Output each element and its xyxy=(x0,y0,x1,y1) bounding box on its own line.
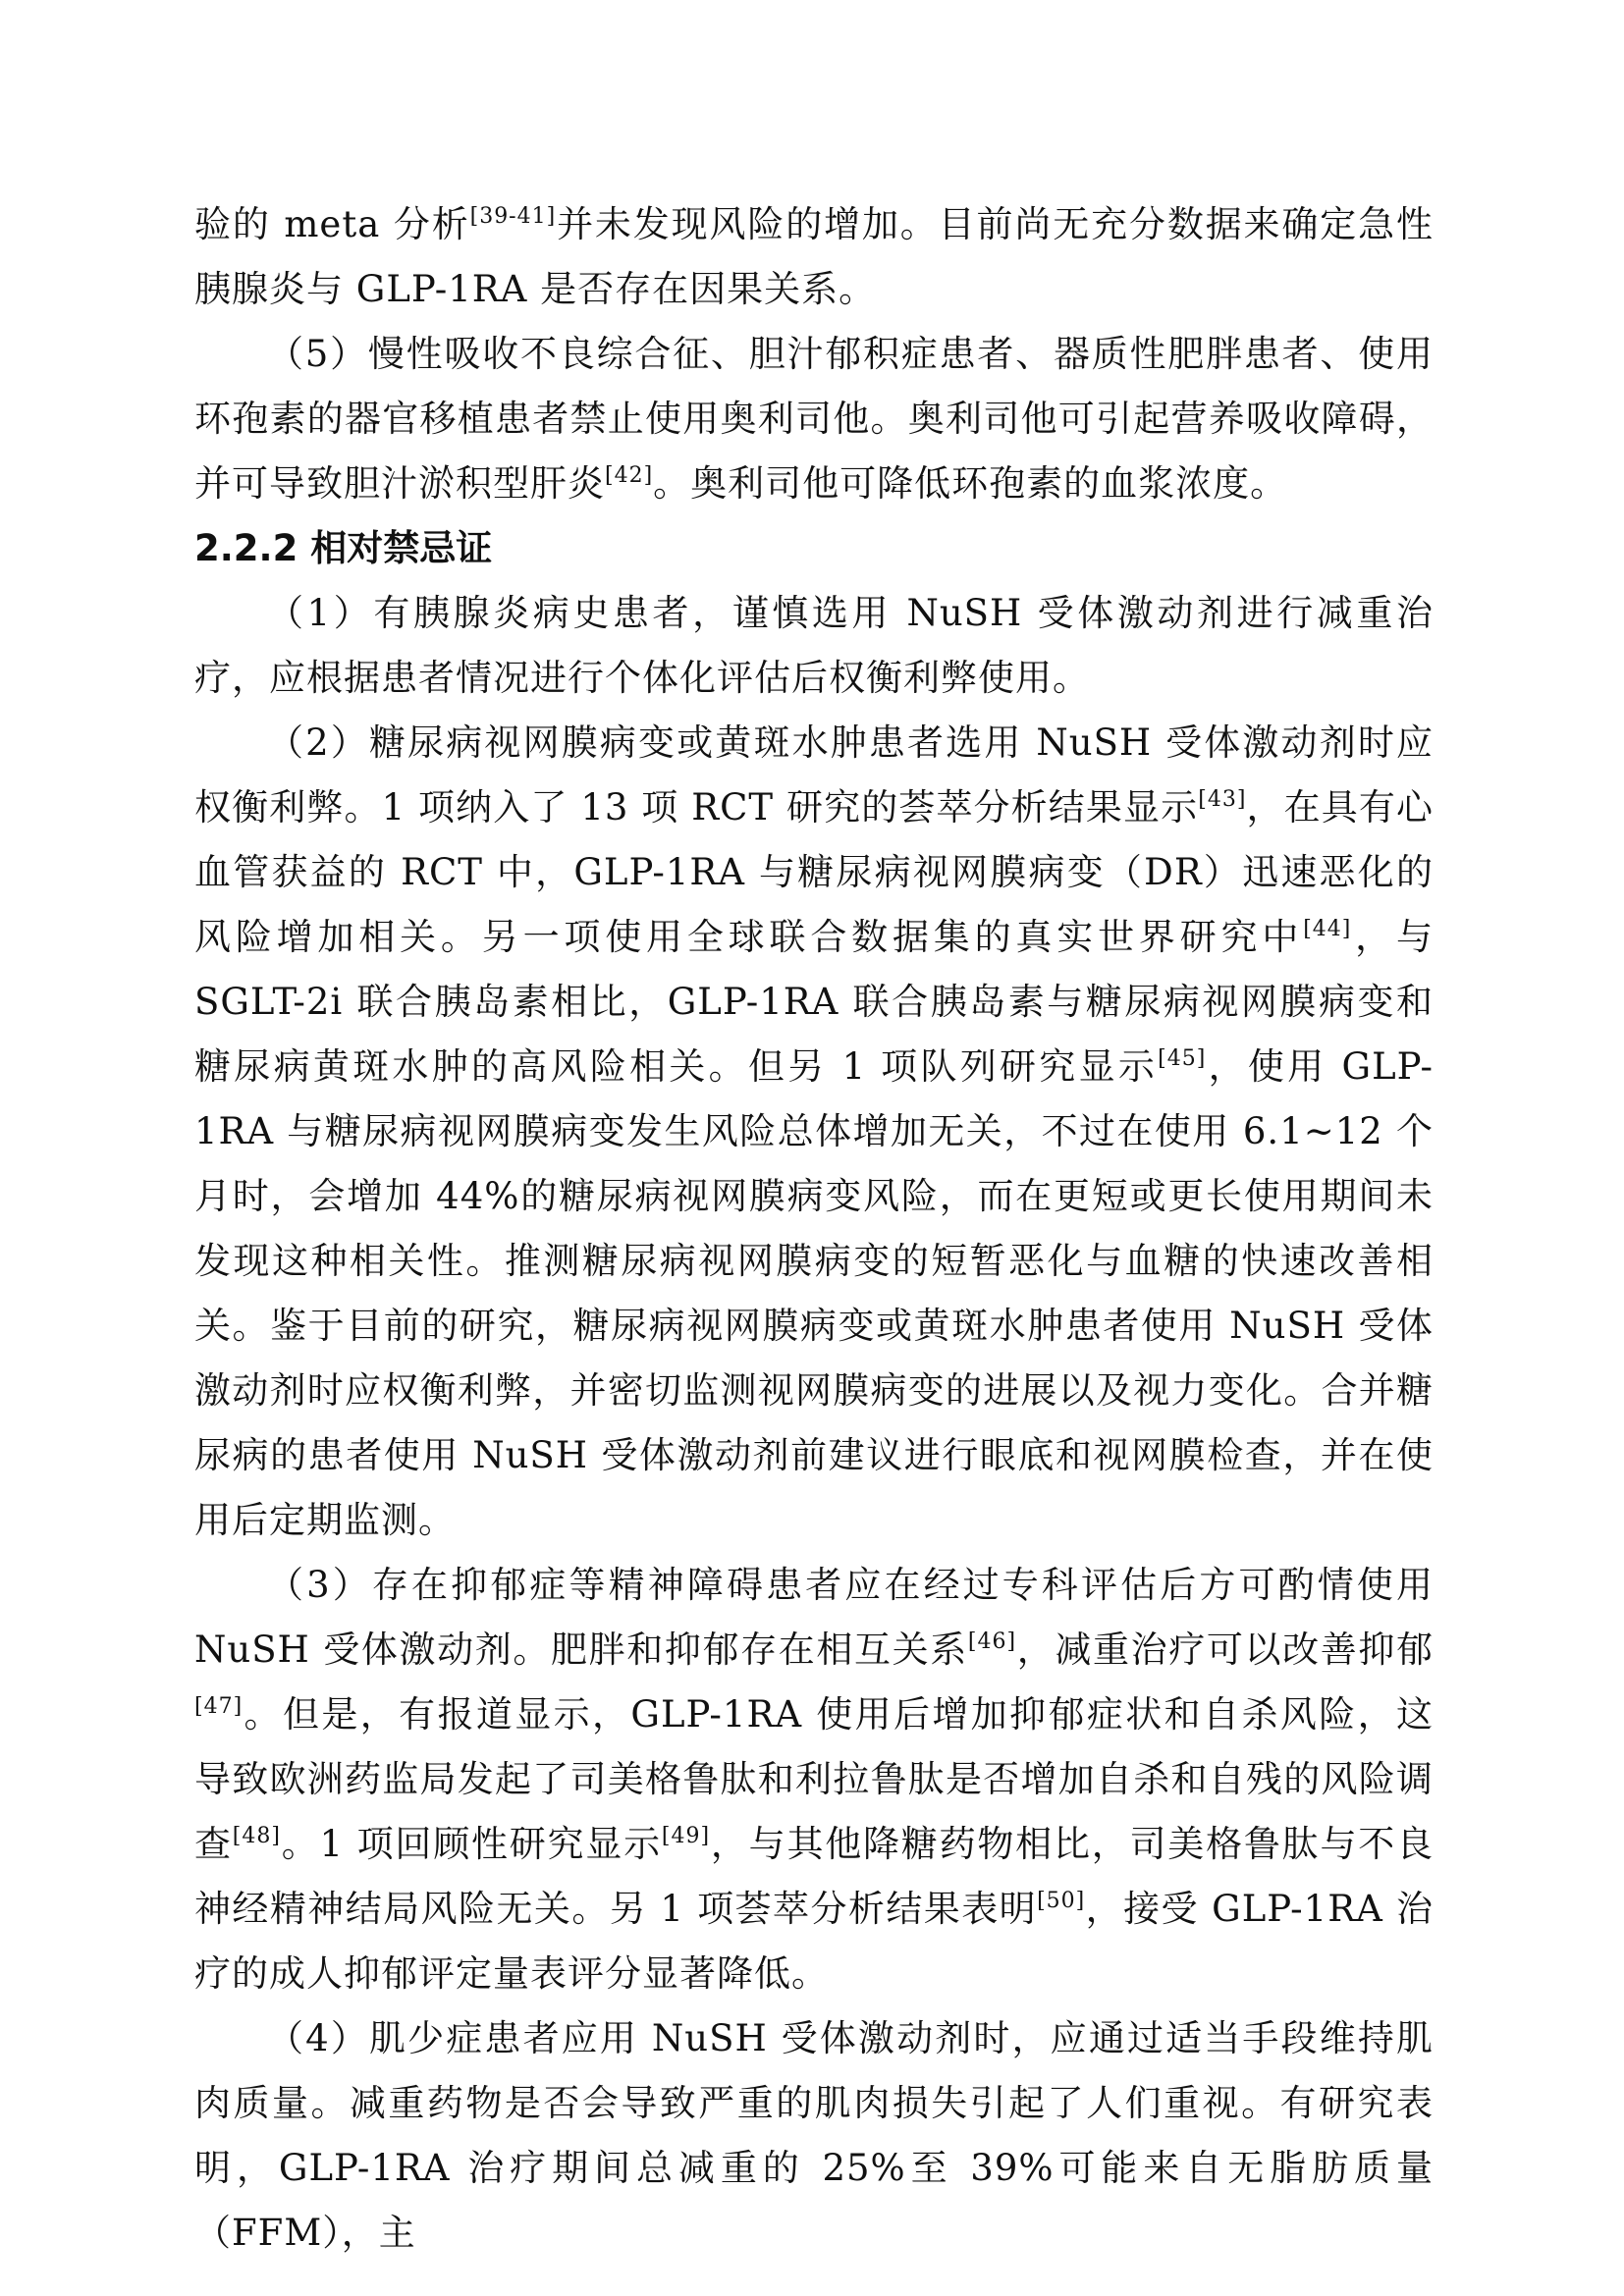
citation-ref: [45] xyxy=(1158,1046,1207,1071)
paragraph xyxy=(194,2006,1434,2266)
text-run: ，使用 GLP-1RA 与糖尿病视网膜病变发生风险总体增加无关，不过在使用 6.1~12 个月时，会增加 44%的糖尿病视网膜病变风险，而在更短或更长使用期间未发现这种相关性。推测糖尿病视网膜病变的短暂恶化与血糖的快速改善相关。鉴于目前的研究，糖尿病视网膜病变或黄斑水肿患者使用 NuSH 受体激动剂时应权衡利弊，并密切监测视网膜病变的进展以及视力变化。合并糖尿病的患者使用 NuSH 受体激动剂前建议进行眼底和视网膜检查，并在使用后定期监测。 xyxy=(194,1045,1435,1541)
text-run: 。1 项回顾性研究显示 xyxy=(280,1823,662,1865)
body-text xyxy=(194,192,1434,2266)
paragraph xyxy=(194,322,1434,516)
citation-ref: [46] xyxy=(967,1629,1017,1654)
citation-ref: [42] xyxy=(605,463,654,488)
text-run: （1）有胰腺炎病史患者，谨慎选用 NuSH 受体激动剂进行减重治疗，应根据患者情况进行个体化评估后权衡利弊使用。 xyxy=(194,592,1434,699)
citation-ref: [47] xyxy=(194,1694,244,1719)
text-run: 2.2.2 相对禁忌证 xyxy=(194,527,493,569)
text-run: （4）肌少症患者应用 NuSH 受体激动剂时，应通过适当手段维持肌肉质量。减重药物是否会导致严重的肌肉损失引起了人们重视。有研究表明，GLP-1RA 治疗期间总减重的 25%至 39%可能来自无脂肪质量（FFM），主 xyxy=(194,2017,1434,2254)
citation-ref: [44] xyxy=(1303,917,1352,941)
text-run: ，减重治疗可以改善抑郁 xyxy=(1016,1629,1434,1671)
text-run: 并未发现风险的增加。目前尚无充分数据来确定急性胰腺炎与 GLP-1RA 是否存在因果关系。 xyxy=(194,203,1435,310)
text-run: 。奥利司他可降低环孢素的血浆浓度。 xyxy=(653,462,1288,505)
section-heading xyxy=(194,516,1434,581)
paragraph xyxy=(194,192,1434,322)
citation-ref: [48] xyxy=(232,1824,281,1848)
text-run: 。但是，有报道显示，GLP-1RA 使用后增加抑郁症状和自杀风险，这导致欧洲药监局发起了司美格鲁肽和利拉鲁肽是否增加自杀和自残的风险调查 xyxy=(194,1693,1434,1865)
text-run: （3）存在抑郁症等精神障碍患者应在经过专科评估后方可酌情使用 NuSH 受体激动剂。肥胖和抑郁存在相互关系 xyxy=(194,1564,1434,1671)
text-run: （5）慢性吸收不良综合征、胆汁郁积症患者、器质性肥胖患者、使用环孢素的器官移植患者禁止使用奥利司他。奥利司他可引起营养吸收障碍，并可导致胆汁淤积型肝炎 xyxy=(194,333,1434,505)
citation-ref: [50] xyxy=(1037,1889,1086,1913)
citation-ref: [49] xyxy=(661,1824,711,1848)
citation-ref: [43] xyxy=(1198,787,1247,812)
text-run: ，在具有心血管获益的 RCT 中，GLP-1RA 与糖尿病视网膜病变（DR）迅速恶化的风险增加相关。另一项使用全球联合数据集的真实世界研究中 xyxy=(194,786,1434,958)
paragraph xyxy=(194,711,1434,1553)
paragraph xyxy=(194,581,1434,711)
text-run: ，接受 GLP-1RA 治疗的成人抑郁评定量表评分显著降低。 xyxy=(194,1888,1434,1995)
citation-ref: [39-41] xyxy=(469,204,557,229)
paragraph xyxy=(194,1553,1434,2006)
text-run: ，与 SGLT-2i 联合胰岛素相比，GLP-1RA 联合胰岛素与糖尿病视网膜病变和糖尿病黄斑水肿的高风险相关。但另 1 项队列研究显示 xyxy=(194,916,1435,1088)
text-run: 验的 meta 分析 xyxy=(194,203,470,245)
text-run: （2）糖尿病视网膜病变或黄斑水肿患者选用 NuSH 受体激动剂时应权衡利弊。1 项纳入了 13 项 RCT 研究的荟萃分析结果显示 xyxy=(194,721,1434,828)
text-run: ，与其他降糖药物相比，司美格鲁肽与不良神经精神结局风险无关。另 1 项荟萃分析结果表明 xyxy=(194,1823,1435,1930)
